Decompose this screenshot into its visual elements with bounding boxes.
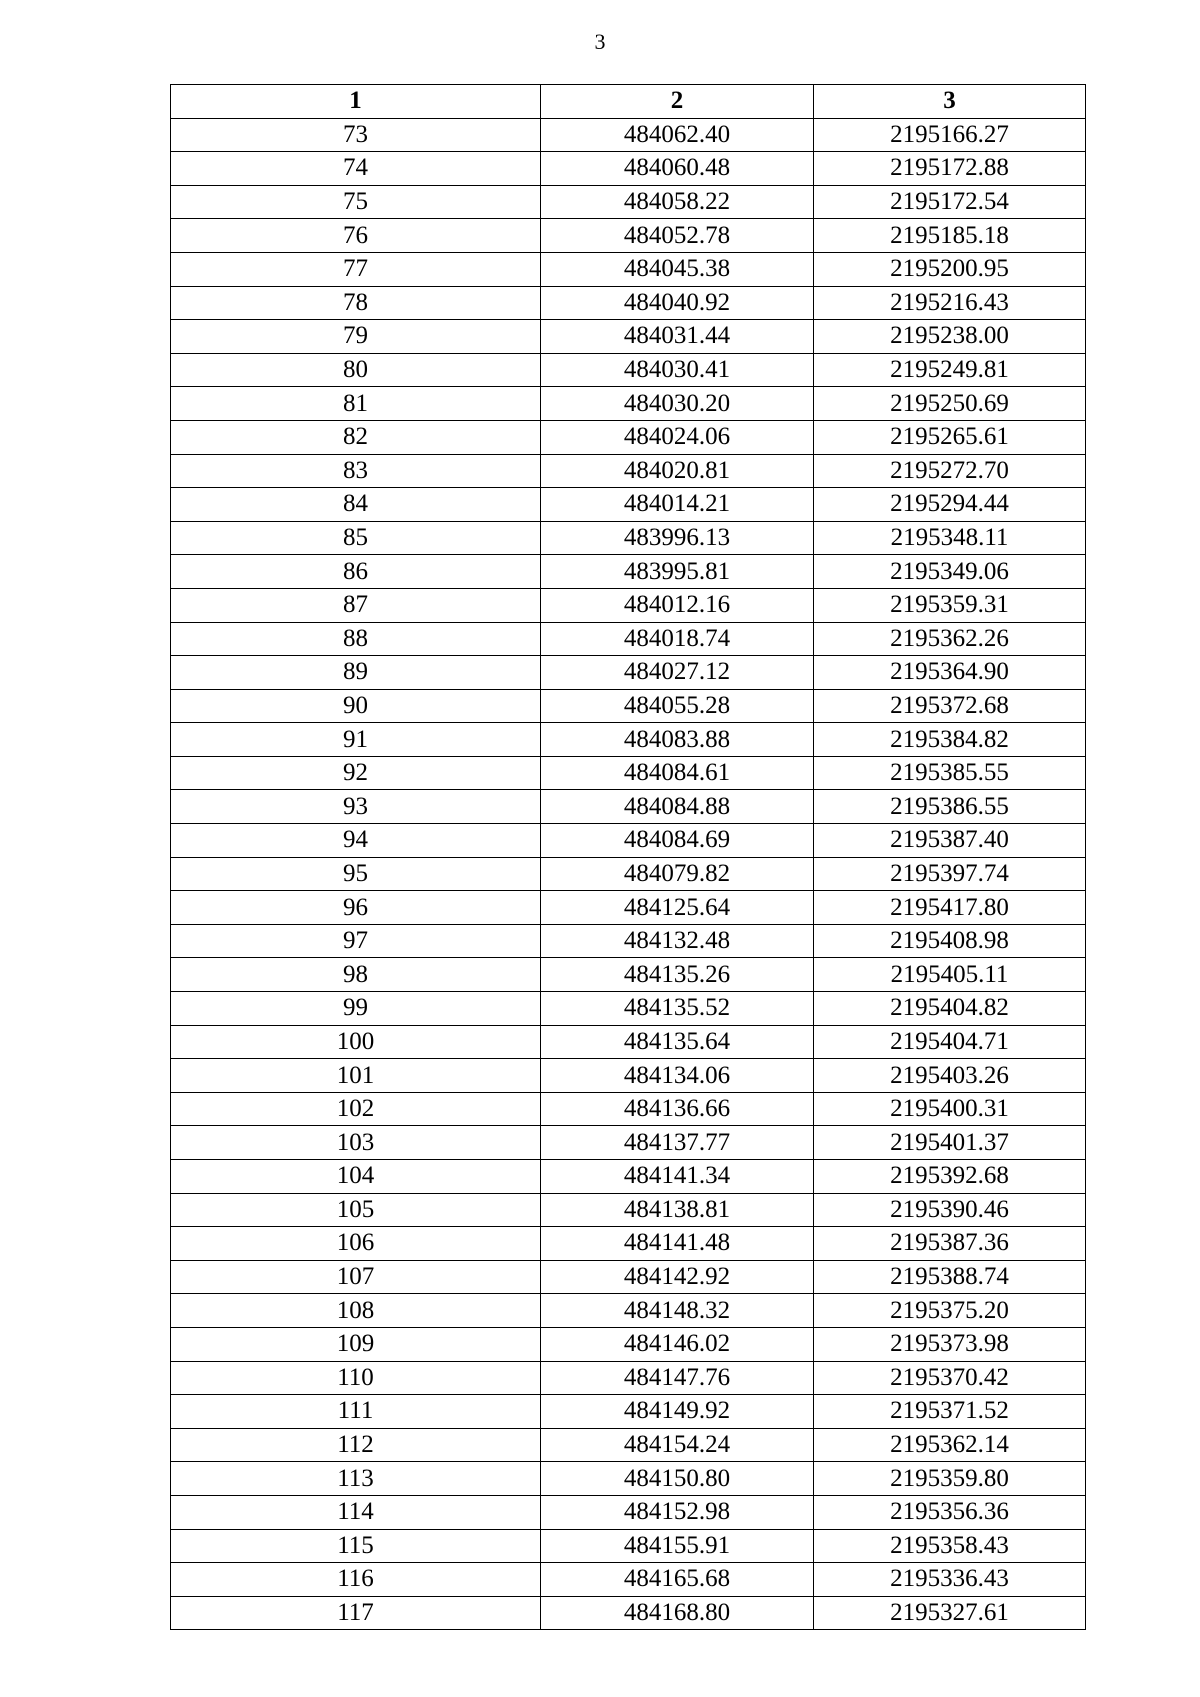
point-number-cell: 110 — [171, 1361, 541, 1395]
coordinate-y-cell: 2195388.74 — [814, 1260, 1086, 1294]
point-number-cell: 116 — [171, 1563, 541, 1597]
point-number-cell: 88 — [171, 622, 541, 656]
table-row — [171, 252, 1086, 286]
table-row — [171, 1462, 1086, 1496]
point-number-cell: 80 — [171, 353, 541, 387]
table-row — [171, 723, 1086, 757]
coordinate-x-cell: 484062.40 — [541, 118, 814, 152]
point-number-cell: 111 — [171, 1395, 541, 1429]
coordinate-x-cell: 484018.74 — [541, 622, 814, 656]
coordinate-x-cell: 484055.28 — [541, 689, 814, 723]
table-row — [171, 521, 1086, 555]
coordinate-x-cell: 484058.22 — [541, 185, 814, 219]
point-number-cell: 101 — [171, 1059, 541, 1093]
page-number: 3 — [594, 29, 606, 54]
coordinate-x-cell: 484045.38 — [541, 252, 814, 286]
point-number-cell: 115 — [171, 1529, 541, 1563]
coordinate-y-cell: 2195238.00 — [814, 320, 1086, 354]
coordinate-y-cell: 2195359.80 — [814, 1462, 1086, 1496]
coordinate-x-cell: 484060.48 — [541, 152, 814, 186]
coordinate-x-cell: 484132.48 — [541, 924, 814, 958]
table-row — [171, 824, 1086, 858]
coordinate-y-cell: 2195200.95 — [814, 252, 1086, 286]
point-number-cell: 87 — [171, 588, 541, 622]
table-row — [171, 1294, 1086, 1328]
table-row — [171, 118, 1086, 152]
coordinate-x-cell: 484125.64 — [541, 891, 814, 925]
table-row — [171, 891, 1086, 925]
coordinate-x-cell: 483995.81 — [541, 555, 814, 589]
coordinate-x-cell: 484020.81 — [541, 454, 814, 488]
table-row — [171, 656, 1086, 690]
table-row — [171, 353, 1086, 387]
table-row — [171, 286, 1086, 320]
coordinate-x-cell: 484142.92 — [541, 1260, 814, 1294]
table-row — [171, 1395, 1086, 1429]
coordinate-y-cell: 2195387.40 — [814, 824, 1086, 858]
coordinate-y-cell: 2195349.06 — [814, 555, 1086, 589]
point-number-cell: 103 — [171, 1126, 541, 1160]
coordinate-y-cell: 2195397.74 — [814, 857, 1086, 891]
point-number-cell: 86 — [171, 555, 541, 589]
coordinate-x-cell: 484148.32 — [541, 1294, 814, 1328]
point-number-cell: 102 — [171, 1092, 541, 1126]
coordinate-y-cell: 2195403.26 — [814, 1059, 1086, 1093]
coordinate-x-cell: 484079.82 — [541, 857, 814, 891]
coordinate-y-cell: 2195294.44 — [814, 488, 1086, 522]
coordinate-x-cell: 484135.64 — [541, 1025, 814, 1059]
coordinate-x-cell: 484134.06 — [541, 1059, 814, 1093]
point-number-cell: 89 — [171, 656, 541, 690]
point-number-cell: 78 — [171, 286, 541, 320]
coordinate-x-cell: 484149.92 — [541, 1395, 814, 1429]
coordinate-y-cell: 2195404.82 — [814, 992, 1086, 1026]
coordinate-y-cell: 2195250.69 — [814, 387, 1086, 421]
coordinate-y-cell: 2195373.98 — [814, 1327, 1086, 1361]
coordinate-x-cell: 484141.34 — [541, 1160, 814, 1194]
table-row — [171, 1428, 1086, 1462]
table-row — [171, 420, 1086, 454]
table-row — [171, 958, 1086, 992]
coordinate-x-cell: 484137.77 — [541, 1126, 814, 1160]
table-row — [171, 1193, 1086, 1227]
coordinate-y-cell: 2195166.27 — [814, 118, 1086, 152]
point-number-cell: 74 — [171, 152, 541, 186]
column-header-2: 2 — [541, 85, 814, 119]
point-number-cell: 114 — [171, 1495, 541, 1529]
point-number-cell: 113 — [171, 1462, 541, 1496]
table-row — [171, 555, 1086, 589]
coordinate-y-cell: 2195327.61 — [814, 1596, 1086, 1630]
coordinate-y-cell: 2195417.80 — [814, 891, 1086, 925]
table-row — [171, 857, 1086, 891]
point-number-cell: 94 — [171, 824, 541, 858]
column-header-3: 3 — [814, 85, 1086, 119]
coordinate-y-cell: 2195358.43 — [814, 1529, 1086, 1563]
coordinate-y-cell: 2195404.71 — [814, 1025, 1086, 1059]
coordinate-x-cell: 484138.81 — [541, 1193, 814, 1227]
table-row — [171, 1361, 1086, 1395]
coordinate-x-cell: 484165.68 — [541, 1563, 814, 1597]
coordinate-x-cell: 484084.69 — [541, 824, 814, 858]
column-header-1: 1 — [171, 85, 541, 119]
coordinate-y-cell: 2195372.68 — [814, 689, 1086, 723]
coordinate-x-cell: 484084.88 — [541, 790, 814, 824]
coordinate-y-cell: 2195384.82 — [814, 723, 1086, 757]
coordinate-y-cell: 2195385.55 — [814, 756, 1086, 790]
point-number-cell: 99 — [171, 992, 541, 1026]
coordinate-y-cell: 2195216.43 — [814, 286, 1086, 320]
coordinate-y-cell: 2195185.18 — [814, 219, 1086, 253]
table-row — [171, 1092, 1086, 1126]
table-row — [171, 454, 1086, 488]
coordinate-x-cell: 484154.24 — [541, 1428, 814, 1462]
coordinate-x-cell: 484031.44 — [541, 320, 814, 354]
table-row — [171, 924, 1086, 958]
coordinate-y-cell: 2195392.68 — [814, 1160, 1086, 1194]
point-number-cell: 97 — [171, 924, 541, 958]
coordinate-x-cell: 484146.02 — [541, 1327, 814, 1361]
table-row — [171, 1596, 1086, 1630]
table-row — [171, 1126, 1086, 1160]
coordinate-y-cell: 2195356.36 — [814, 1495, 1086, 1529]
table-row — [171, 185, 1086, 219]
coordinate-y-cell: 2195405.11 — [814, 958, 1086, 992]
point-number-cell: 76 — [171, 219, 541, 253]
point-number-cell: 96 — [171, 891, 541, 925]
table-row — [171, 622, 1086, 656]
point-number-cell: 108 — [171, 1294, 541, 1328]
coordinate-y-cell: 2195364.90 — [814, 656, 1086, 690]
coordinate-x-cell: 484168.80 — [541, 1596, 814, 1630]
table-row — [171, 790, 1086, 824]
table-row — [171, 1260, 1086, 1294]
table-row — [171, 1227, 1086, 1261]
point-number-cell: 82 — [171, 420, 541, 454]
table-body — [171, 118, 1086, 1630]
coordinates-table — [170, 84, 1086, 1630]
coordinate-x-cell: 483996.13 — [541, 521, 814, 555]
table-row — [171, 219, 1086, 253]
point-number-cell: 117 — [171, 1596, 541, 1630]
coordinate-x-cell: 484152.98 — [541, 1495, 814, 1529]
coordinate-x-cell: 484084.61 — [541, 756, 814, 790]
coordinate-x-cell: 484027.12 — [541, 656, 814, 690]
table-row — [171, 992, 1086, 1026]
coordinate-y-cell: 2195172.88 — [814, 152, 1086, 186]
coordinate-x-cell: 484052.78 — [541, 219, 814, 253]
table-row — [171, 1327, 1086, 1361]
table-row — [171, 1160, 1086, 1194]
table-row — [171, 1563, 1086, 1597]
table-row — [171, 1059, 1086, 1093]
coordinate-y-cell: 2195265.61 — [814, 420, 1086, 454]
table-row — [171, 1025, 1086, 1059]
table-header — [171, 85, 1086, 119]
point-number-cell: 79 — [171, 320, 541, 354]
point-number-cell: 73 — [171, 118, 541, 152]
coordinate-y-cell: 2195390.46 — [814, 1193, 1086, 1227]
coordinate-y-cell: 2195370.42 — [814, 1361, 1086, 1395]
point-number-cell: 100 — [171, 1025, 541, 1059]
table-row — [171, 152, 1086, 186]
coordinate-y-cell: 2195362.26 — [814, 622, 1086, 656]
coordinate-y-cell: 2195371.52 — [814, 1395, 1086, 1429]
point-number-cell: 84 — [171, 488, 541, 522]
point-number-cell: 75 — [171, 185, 541, 219]
coordinate-x-cell: 484083.88 — [541, 723, 814, 757]
point-number-cell: 104 — [171, 1160, 541, 1194]
table-row — [171, 689, 1086, 723]
header-row — [171, 85, 1086, 119]
table-row — [171, 488, 1086, 522]
coordinate-y-cell: 2195249.81 — [814, 353, 1086, 387]
coordinate-x-cell: 484135.26 — [541, 958, 814, 992]
coordinate-x-cell: 484135.52 — [541, 992, 814, 1026]
point-number-cell: 90 — [171, 689, 541, 723]
point-number-cell: 107 — [171, 1260, 541, 1294]
coordinate-y-cell: 2195348.11 — [814, 521, 1086, 555]
coordinate-x-cell: 484012.16 — [541, 588, 814, 622]
coordinate-x-cell: 484030.41 — [541, 353, 814, 387]
point-number-cell: 85 — [171, 521, 541, 555]
coordinate-y-cell: 2195386.55 — [814, 790, 1086, 824]
table-row — [171, 1495, 1086, 1529]
coordinate-y-cell: 2195400.31 — [814, 1092, 1086, 1126]
point-number-cell: 112 — [171, 1428, 541, 1462]
table-row — [171, 588, 1086, 622]
coordinate-x-cell: 484030.20 — [541, 387, 814, 421]
point-number-cell: 109 — [171, 1327, 541, 1361]
point-number-cell: 98 — [171, 958, 541, 992]
coordinate-y-cell: 2195359.31 — [814, 588, 1086, 622]
point-number-cell: 77 — [171, 252, 541, 286]
coordinate-x-cell: 484147.76 — [541, 1361, 814, 1395]
coordinate-y-cell: 2195362.14 — [814, 1428, 1086, 1462]
table-row — [171, 1529, 1086, 1563]
coordinate-x-cell: 484136.66 — [541, 1092, 814, 1126]
coordinate-y-cell: 2195375.20 — [814, 1294, 1086, 1328]
coordinate-x-cell: 484150.80 — [541, 1462, 814, 1496]
coordinate-x-cell: 484024.06 — [541, 420, 814, 454]
coordinate-x-cell: 484014.21 — [541, 488, 814, 522]
coordinate-y-cell: 2195408.98 — [814, 924, 1086, 958]
coordinate-x-cell: 484141.48 — [541, 1227, 814, 1261]
table-row — [171, 320, 1086, 354]
point-number-cell: 83 — [171, 454, 541, 488]
coordinate-y-cell: 2195172.54 — [814, 185, 1086, 219]
table-row — [171, 387, 1086, 421]
coordinate-y-cell: 2195272.70 — [814, 454, 1086, 488]
coordinate-y-cell: 2195387.36 — [814, 1227, 1086, 1261]
point-number-cell: 105 — [171, 1193, 541, 1227]
coordinate-x-cell: 484040.92 — [541, 286, 814, 320]
coordinate-y-cell: 2195336.43 — [814, 1563, 1086, 1597]
point-number-cell: 106 — [171, 1227, 541, 1261]
point-number-cell: 93 — [171, 790, 541, 824]
coordinate-y-cell: 2195401.37 — [814, 1126, 1086, 1160]
point-number-cell: 91 — [171, 723, 541, 757]
table-row — [171, 756, 1086, 790]
point-number-cell: 92 — [171, 756, 541, 790]
coordinate-x-cell: 484155.91 — [541, 1529, 814, 1563]
point-number-cell: 95 — [171, 857, 541, 891]
point-number-cell: 81 — [171, 387, 541, 421]
